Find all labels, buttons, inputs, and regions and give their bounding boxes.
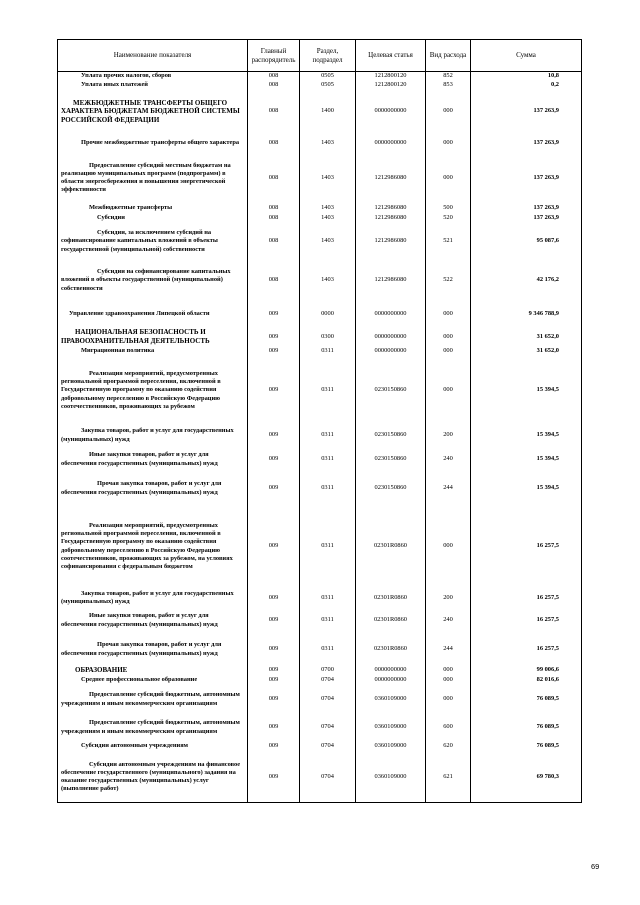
row-section: 0505	[300, 81, 356, 90]
row-target: 0360109000	[356, 752, 426, 803]
row-expense: 621	[426, 752, 471, 803]
row-section: 0311	[300, 634, 356, 666]
row-section: 1403	[300, 214, 356, 224]
row-sum: 69 780,3	[471, 752, 582, 803]
row-name: Управление здравоохранения Липецкой области	[58, 302, 248, 328]
row-section: 1403	[300, 153, 356, 204]
table-row	[58, 634, 582, 666]
table-row	[58, 473, 582, 505]
row-section: 1403	[300, 260, 356, 302]
row-admin: 008	[248, 204, 300, 214]
row-target: 1212800120	[356, 81, 426, 90]
row-name: Прочая закупка товаров, работ и услуг для обеспечения государственных (муниципальных) нужд	[58, 473, 248, 505]
row-target: 0360109000	[356, 714, 426, 742]
row-name: Иные закупки товаров, работ и услуг для обеспечения государственных (муниципальных) нужд	[58, 447, 248, 473]
row-admin: 009	[248, 686, 300, 714]
row-expense: 000	[426, 347, 471, 357]
table-row	[58, 676, 582, 686]
header-name: Наименование показателя	[58, 40, 248, 72]
header-sum: Сумма	[471, 40, 582, 72]
row-section: 0704	[300, 676, 356, 686]
table-row	[58, 608, 582, 634]
row-expense: 240	[426, 447, 471, 473]
row-target: 0230150860	[356, 425, 426, 447]
row-admin: 009	[248, 447, 300, 473]
row-expense: 521	[426, 224, 471, 260]
row-section: 0311	[300, 589, 356, 608]
table-row	[58, 302, 582, 328]
row-admin: 008	[248, 81, 300, 90]
row-sum: 9 346 788,9	[471, 302, 582, 328]
row-admin: 008	[248, 224, 300, 260]
row-admin: 009	[248, 608, 300, 634]
row-section: 1403	[300, 134, 356, 153]
row-section: 0311	[300, 473, 356, 505]
row-expense: 000	[426, 328, 471, 347]
row-expense: 000	[426, 505, 471, 589]
row-expense: 244	[426, 634, 471, 666]
row-admin: 009	[248, 752, 300, 803]
row-sum: 42 176,2	[471, 260, 582, 302]
row-admin: 008	[248, 90, 300, 134]
row-expense: 500	[426, 204, 471, 214]
table-row	[58, 153, 582, 204]
row-name: Среднее профессиональное образование	[58, 676, 248, 686]
table-row	[58, 425, 582, 447]
row-target: 0000000000	[356, 302, 426, 328]
row-section: 0704	[300, 714, 356, 742]
row-section: 0704	[300, 752, 356, 803]
row-target: 0230150860	[356, 473, 426, 505]
row-admin: 009	[248, 425, 300, 447]
table-row	[58, 328, 582, 347]
row-sum: 0,2	[471, 81, 582, 90]
row-name: Миграционная политика	[58, 347, 248, 357]
table-row	[58, 224, 582, 260]
row-admin: 009	[248, 676, 300, 686]
row-name: Уплата иных платежей	[58, 81, 248, 90]
header-section: Раздел, подраздел	[300, 40, 356, 72]
row-expense: 000	[426, 676, 471, 686]
row-expense: 852	[426, 72, 471, 81]
row-expense: 000	[426, 357, 471, 425]
row-expense: 000	[426, 666, 471, 676]
row-name: Реализация мероприятий, предусмотренных региональной программой переселения, включенной в Государственную программу по оказанию содействия добровольному переселению в Российскую Федерацию соотечественников, проживающих за рубежом	[58, 357, 248, 425]
row-sum: 82 016,6	[471, 676, 582, 686]
row-admin: 009	[248, 473, 300, 505]
row-name: Закупка товаров, работ и услуг для государственных (муниципальных) нужд	[58, 425, 248, 447]
row-section: 0704	[300, 686, 356, 714]
row-admin: 009	[248, 589, 300, 608]
row-section: 0311	[300, 608, 356, 634]
row-sum: 31 652,0	[471, 328, 582, 347]
row-target: 02301R0860	[356, 634, 426, 666]
table-row	[58, 347, 582, 357]
row-target: 1212986080	[356, 153, 426, 204]
row-admin: 009	[248, 302, 300, 328]
row-target: 0360109000	[356, 742, 426, 752]
row-name: Предоставление субсидий бюджетным, автономным учреждениям и иным некоммерческим организациям	[58, 714, 248, 742]
row-expense: 522	[426, 260, 471, 302]
budget-table	[57, 39, 582, 803]
table-row	[58, 204, 582, 214]
row-name: Прочие межбюджетные трансферты общего характера	[58, 134, 248, 153]
row-sum: 15 394,5	[471, 425, 582, 447]
row-sum: 137 263,9	[471, 134, 582, 153]
row-name: Реализация мероприятий, предусмотренных региональной программой переселения, включенной в Государственную программу по оказанию содействия добровольному переселению в Российскую Федерацию соотечественников, проживающих за рубежом, на условиях софинансирования с федеральным бюджетом	[58, 505, 248, 589]
table-row	[58, 686, 582, 714]
table-row	[58, 666, 582, 676]
row-expense: 000	[426, 90, 471, 134]
row-expense: 244	[426, 473, 471, 505]
row-section: 0700	[300, 666, 356, 676]
row-section: 0311	[300, 447, 356, 473]
table-row	[58, 81, 582, 90]
row-name: Субсидии автономным учреждениям на финансовое обеспечение государственного (муниципального) задания на оказание государственных (муниципальных) услуг (выполнение работ)	[58, 752, 248, 803]
row-sum: 76 089,5	[471, 714, 582, 742]
header-target: Целевая статья	[356, 40, 426, 72]
row-section: 1400	[300, 90, 356, 134]
row-admin: 008	[248, 72, 300, 81]
row-name: Субсидии, за исключением субсидий на софинансирование капитальных вложений в объекты государственной (муниципальной) собственности	[58, 224, 248, 260]
table-row	[58, 742, 582, 752]
row-section: 0300	[300, 328, 356, 347]
row-expense: 000	[426, 686, 471, 714]
row-admin: 009	[248, 634, 300, 666]
row-target: 02301R0860	[356, 505, 426, 589]
budget-table-page	[57, 39, 581, 803]
row-target: 1212986080	[356, 224, 426, 260]
row-section: 0311	[300, 347, 356, 357]
row-sum: 95 087,6	[471, 224, 582, 260]
row-section: 0311	[300, 425, 356, 447]
header-expense: Вид расхода	[426, 40, 471, 72]
table-row	[58, 260, 582, 302]
row-expense: 000	[426, 302, 471, 328]
row-section: 0311	[300, 505, 356, 589]
row-name: Субсидии на софинансирование капитальных вложений в объекты государственной (муниципальной) собственности	[58, 260, 248, 302]
row-target: 02301R0860	[356, 589, 426, 608]
row-sum: 99 006,6	[471, 666, 582, 676]
table-row	[58, 357, 582, 425]
table-row	[58, 214, 582, 224]
row-target: 0000000000	[356, 134, 426, 153]
row-sum: 10,8	[471, 72, 582, 81]
row-target: 1212986080	[356, 260, 426, 302]
row-section: 0704	[300, 742, 356, 752]
row-section: 1403	[300, 224, 356, 260]
row-admin: 009	[248, 357, 300, 425]
row-expense: 620	[426, 742, 471, 752]
row-target: 0230150860	[356, 447, 426, 473]
row-name: Закупка товаров, работ и услуг для государственных (муниципальных) нужд	[58, 589, 248, 608]
row-target: 1212986080	[356, 214, 426, 224]
row-sum: 15 394,5	[471, 447, 582, 473]
row-sum: 31 652,0	[471, 347, 582, 357]
row-sum: 137 263,9	[471, 204, 582, 214]
row-expense: 000	[426, 153, 471, 204]
row-target: 0000000000	[356, 676, 426, 686]
row-name: Субсидии автономным учреждениям	[58, 742, 248, 752]
row-sum: 15 394,5	[471, 357, 582, 425]
row-name: Иные закупки товаров, работ и услуг для обеспечения государственных (муниципальных) нужд	[58, 608, 248, 634]
row-expense: 853	[426, 81, 471, 90]
table-row	[58, 589, 582, 608]
row-admin: 009	[248, 328, 300, 347]
row-name: ОБРАЗОВАНИЕ	[58, 666, 248, 676]
row-sum: 76 089,5	[471, 686, 582, 714]
row-target: 0000000000	[356, 347, 426, 357]
row-expense: 240	[426, 608, 471, 634]
row-admin: 009	[248, 742, 300, 752]
row-target: 0230150860	[356, 357, 426, 425]
row-sum: 16 257,5	[471, 608, 582, 634]
table-row	[58, 714, 582, 742]
row-sum: 16 257,5	[471, 505, 582, 589]
row-sum: 137 263,9	[471, 153, 582, 204]
row-name: Уплата прочих налогов, сборов	[58, 72, 248, 81]
row-expense: 600	[426, 714, 471, 742]
row-sum: 16 257,5	[471, 589, 582, 608]
row-name: МЕЖБЮДЖЕТНЫЕ ТРАНСФЕРТЫ ОБЩЕГО ХАРАКТЕРА БЮДЖЕТАМ БЮДЖЕТНОЙ СИСТЕМЫ РОССИЙСКОЙ ФЕДЕРАЦИИ	[58, 90, 248, 134]
row-expense: 520	[426, 214, 471, 224]
row-section: 0505	[300, 72, 356, 81]
row-admin: 009	[248, 347, 300, 357]
row-name: Субсидии	[58, 214, 248, 224]
table-row	[58, 447, 582, 473]
row-section: 1403	[300, 204, 356, 214]
row-admin: 009	[248, 666, 300, 676]
row-target: 02301R0860	[356, 608, 426, 634]
row-section: 0000	[300, 302, 356, 328]
row-expense: 000	[426, 134, 471, 153]
row-name: Межбюджетные трансферты	[58, 204, 248, 214]
row-admin: 009	[248, 714, 300, 742]
table-row	[58, 90, 582, 134]
row-name: НАЦИОНАЛЬНАЯ БЕЗОПАСНОСТЬ И ПРАВООХРАНИТЕЛЬНАЯ ДЕЯТЕЛЬНОСТЬ	[58, 328, 248, 347]
table-row	[58, 752, 582, 803]
row-admin: 009	[248, 505, 300, 589]
table-row	[58, 134, 582, 153]
row-name: Предоставление субсидий местным бюджетам на реализацию муниципальных программ (подпрограмм) в области энергосбережения и повышения энергетической эффективности	[58, 153, 248, 204]
row-sum: 76 089,5	[471, 742, 582, 752]
row-target: 0000000000	[356, 328, 426, 347]
row-admin: 008	[248, 214, 300, 224]
row-admin: 008	[248, 134, 300, 153]
row-sum: 16 257,5	[471, 634, 582, 666]
table-row	[58, 505, 582, 589]
row-target: 0360109000	[356, 686, 426, 714]
page-number: 69	[591, 862, 600, 871]
row-sum: 137 263,9	[471, 214, 582, 224]
row-admin: 008	[248, 260, 300, 302]
row-target: 1212986080	[356, 204, 426, 214]
header-admin: Главный распорядитель	[248, 40, 300, 72]
row-target: 0000000000	[356, 90, 426, 134]
row-section: 0311	[300, 357, 356, 425]
row-sum: 137 263,9	[471, 90, 582, 134]
row-expense: 200	[426, 425, 471, 447]
row-name: Прочая закупка товаров, работ и услуг для обеспечения государственных (муниципальных) нужд	[58, 634, 248, 666]
row-target: 1212800120	[356, 72, 426, 81]
table-row	[58, 72, 582, 81]
row-admin: 008	[248, 153, 300, 204]
row-target: 0000000000	[356, 666, 426, 676]
row-sum: 15 394,5	[471, 473, 582, 505]
row-expense: 200	[426, 589, 471, 608]
table-header-row	[58, 40, 582, 72]
row-name: Предоставление субсидий бюджетным, автономным учреждениям и иным некоммерческим организациям	[58, 686, 248, 714]
